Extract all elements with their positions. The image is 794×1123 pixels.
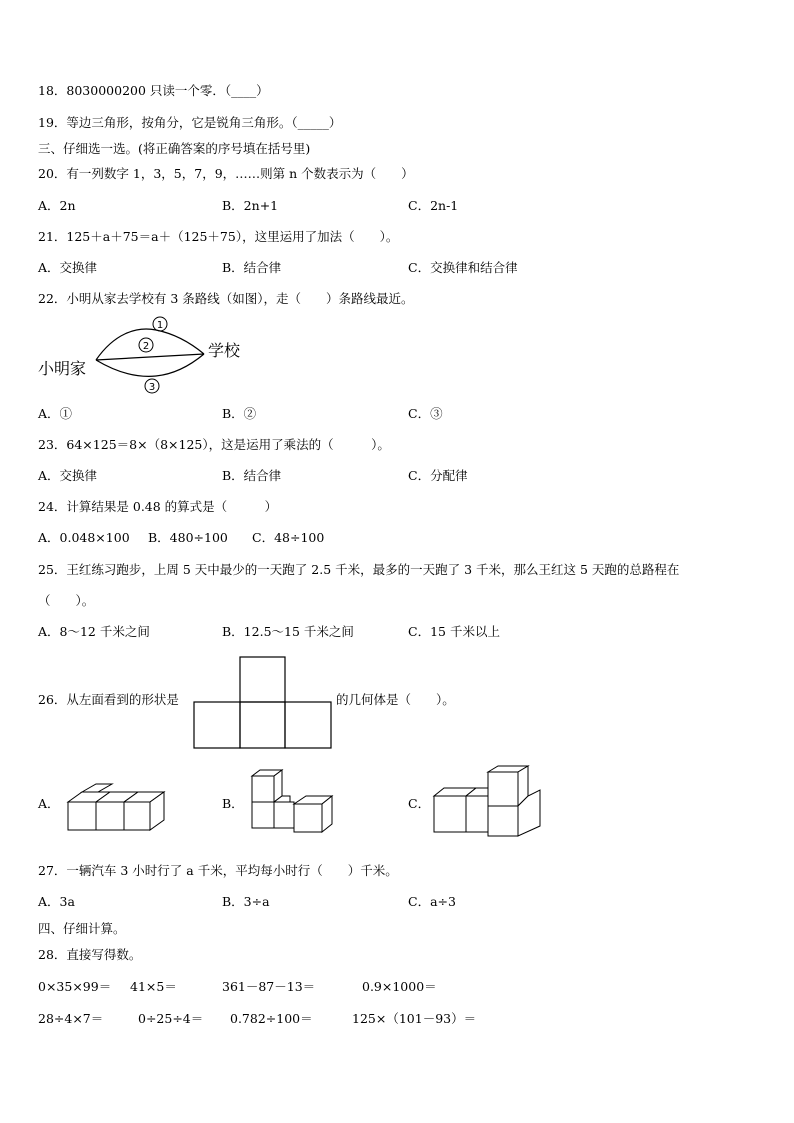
q27-option-b: B．3÷a	[222, 894, 270, 909]
calc-item: 28÷4×7＝	[38, 1011, 104, 1026]
q27-option-a: A．3a	[38, 894, 75, 909]
q26-figure-a	[66, 780, 166, 834]
q22-option-a: A．①	[38, 406, 73, 421]
q21-option-a: A．交换律	[38, 260, 98, 275]
question-20: 20．有一列数字 1，3，5，7，9，……则第 n 个数表示为（ ）	[38, 166, 414, 181]
question-21: 21．125＋a＋75＝a＋（125＋75），这里运用了加法（ ）。	[38, 229, 399, 244]
left-view-figure	[193, 656, 333, 750]
q25-option-b: B．12.5～15 千米之间	[222, 624, 354, 639]
q24-option-a: A．0.048×100	[38, 530, 130, 545]
q23-option-b: B．结合律	[222, 468, 282, 483]
calc-item: 361－87－13＝	[222, 979, 316, 994]
q26-figure-b	[250, 768, 336, 836]
section-3-heading: 三、仔细选一选。(将正确答案的序号填在括号里)	[38, 141, 311, 156]
q26-option-c: C．	[408, 796, 431, 811]
q26-figure-c	[432, 764, 544, 836]
route-diagram	[36, 312, 256, 398]
q20-option-a: A．2n	[38, 198, 76, 213]
calc-item: 125×（101－93）＝	[352, 1011, 477, 1026]
q22-option-b: B．②	[222, 406, 257, 421]
question-25-continued: （ ）。	[38, 593, 95, 608]
q20-option-b: B．2n+1	[222, 198, 279, 213]
home-label: 小明家	[38, 359, 87, 378]
route-2-label: 2	[142, 341, 150, 352]
q24-option-b: B．480÷100	[148, 530, 228, 545]
question-28: 28．直接写得数。	[38, 947, 142, 962]
school-label: 学校	[208, 341, 241, 360]
calc-item: 0÷25÷4＝	[138, 1011, 204, 1026]
section-4-heading: 四、仔细计算。	[38, 921, 126, 936]
calc-item: 0.9×1000＝	[362, 979, 437, 994]
calc-item: 41×5＝	[130, 979, 177, 994]
calc-item: 0×35×99＝	[38, 979, 112, 994]
q24-option-c: C．48÷100	[252, 530, 325, 545]
route-1-label: 1	[156, 320, 164, 331]
question-19: 19．等边三角形，按角分，它是锐角三角形。（_____）	[38, 115, 342, 130]
route-2-path	[96, 354, 204, 360]
q20-option-c: C．2n-1	[408, 198, 459, 213]
route-3-label: 3	[148, 382, 156, 393]
question-22: 22．小明从家去学校有 3 条路线（如图），走（ ）条路线最近。	[38, 291, 414, 306]
calc-item: 0.782÷100＝	[230, 1011, 313, 1026]
question-23: 23．64×125＝8×（8×125），这是运用了乘法的（ ）。	[38, 437, 390, 452]
question-26-suffix: 的几何体是（ ）。	[336, 692, 455, 707]
q26-option-a: A．	[38, 796, 60, 811]
q22-option-c: C．③	[408, 406, 443, 421]
question-26-prefix: 26．从左面看到的形状是	[38, 692, 179, 707]
q25-option-a: A．8～12 千米之间	[38, 624, 150, 639]
q21-option-b: B．结合律	[222, 260, 282, 275]
question-27: 27．一辆汽车 3 小时行了 a 千米，平均每小时行（ ）千米。	[38, 863, 398, 878]
question-18: 18．8030000200 只读一个零．（____）	[38, 83, 269, 98]
q21-option-c: C．交换律和结合律	[408, 260, 518, 275]
q23-option-c: C．分配律	[408, 468, 468, 483]
q27-option-c: C．a÷3	[408, 894, 456, 909]
q26-option-b: B．	[222, 796, 244, 811]
q25-option-c: C．15 千米以上	[408, 624, 500, 639]
question-25: 25．王红练习跑步，上周 5 天中最少的一天跑了 2.5 千米，最多的一天跑了 3 千米，那么王红这 5 天跑的总路程在	[38, 562, 680, 577]
q23-option-a: A．交换律	[38, 468, 98, 483]
question-24: 24．计算结果是 0.48 的算式是（ ）	[38, 499, 278, 514]
